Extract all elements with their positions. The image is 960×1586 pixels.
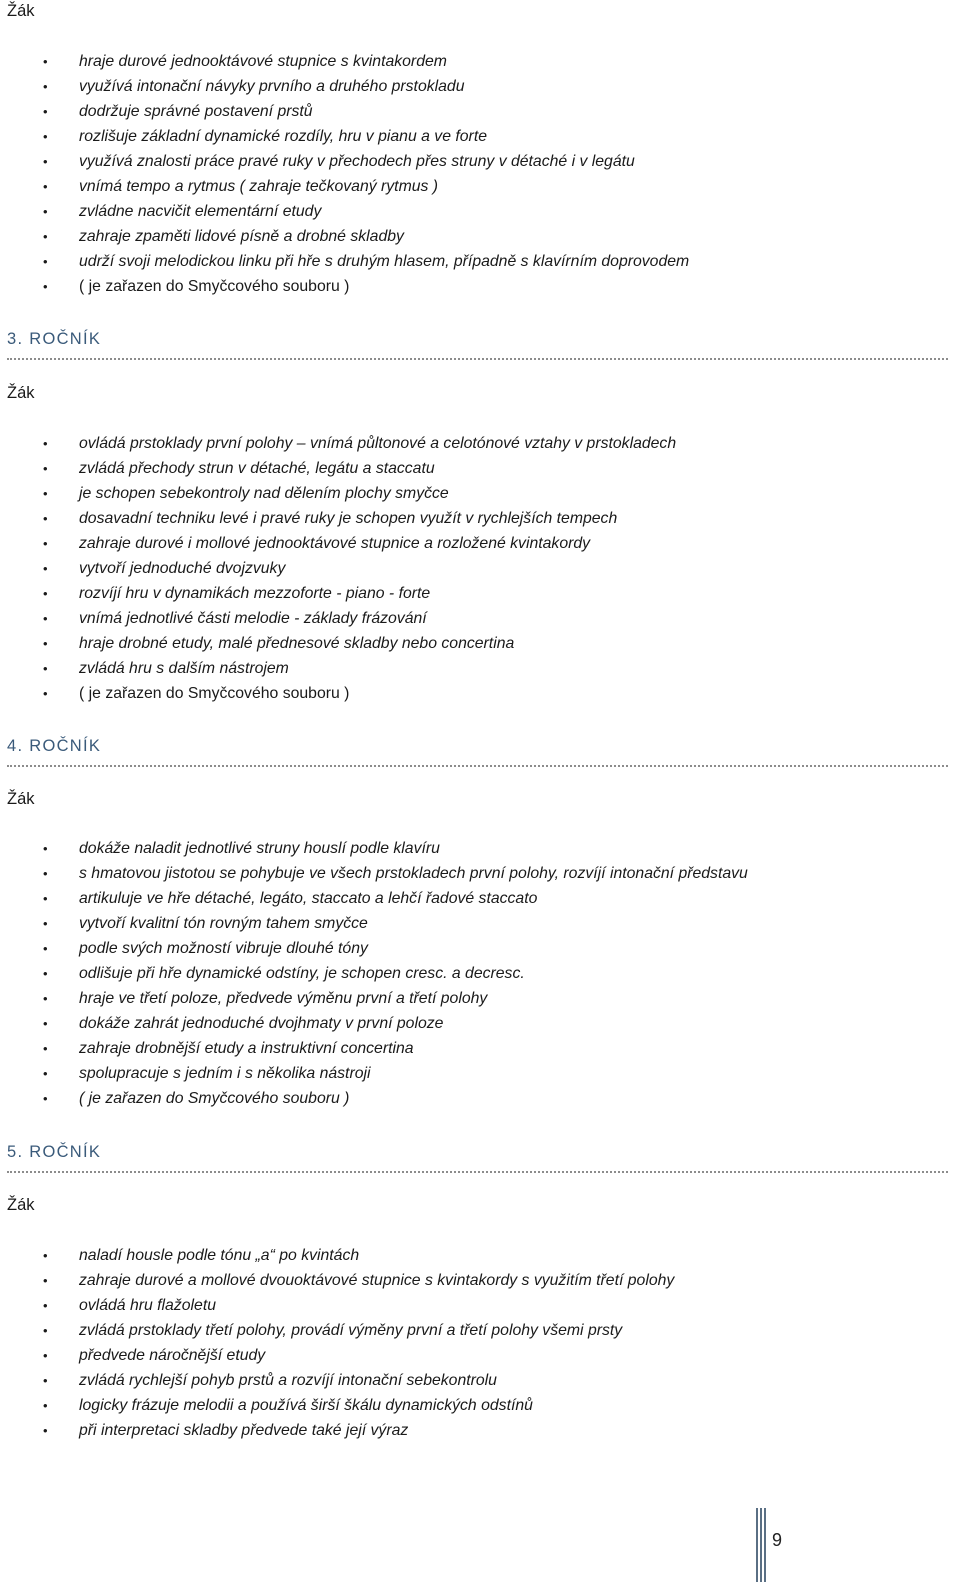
bullet-icon: •: [43, 916, 48, 931]
zak-label: Žák: [7, 384, 35, 402]
page-number: 9: [772, 1530, 783, 1550]
list-item-text: vnímá tempo a rytmus ( zahraje tečkovaný rytmus ): [79, 178, 439, 195]
bullet-icon: •: [43, 636, 48, 651]
list-item: [43, 1293, 674, 1318]
list-item: [43, 1243, 674, 1268]
list-item-text: zahraje durové i mollové jednooktávové stupnice a rozložené kvintakordy: [79, 535, 591, 552]
list-item-text: rozvíjí hru v dynamikách mezzoforte - piano - forte: [79, 585, 431, 602]
list-item: [43, 1036, 748, 1061]
list-item: [43, 1061, 748, 1086]
bullet-icon: •: [43, 1248, 48, 1263]
bullet-icon: •: [43, 1066, 48, 1081]
list-item-text: vnímá jednotlivé části melodie - základy frázování: [79, 610, 427, 627]
list-item: [43, 99, 689, 124]
bullet-icon: •: [43, 1041, 48, 1056]
bullet-icon: •: [43, 229, 48, 244]
bullet-icon: •: [43, 129, 48, 144]
outcome-list: [43, 836, 748, 1111]
list-item: [43, 1011, 748, 1036]
bullet-icon: •: [43, 79, 48, 94]
list-item: [43, 556, 676, 581]
bullet-icon: •: [43, 686, 48, 701]
bullet-icon: •: [43, 866, 48, 881]
bullet-icon: •: [43, 154, 48, 169]
bullet-icon: •: [43, 1373, 48, 1388]
list-item-text: hraje durové jednooktávové stupnice s kvintakordem: [79, 53, 447, 70]
bullet-icon: •: [43, 254, 48, 269]
list-item-text: s hmatovou jistotou se pohybuje ve všech prstokladech první polohy, rozvíjí intonační představu: [79, 865, 748, 882]
bullet-icon: •: [43, 536, 48, 551]
list-item-text: artikuluje ve hře détaché, legáto, staccato a lehčí řadové staccato: [79, 890, 538, 907]
bullet-icon: •: [43, 461, 48, 476]
bullet-icon: •: [43, 841, 48, 856]
bullet-icon: •: [43, 941, 48, 956]
list-item-text: dosavadní techniku levé i pravé ruky je schopen využít v rychlejších tempech: [79, 510, 618, 527]
list-item-text: ( je zařazen do Smyčcového souboru ): [79, 1090, 350, 1107]
list-item-text: předvede náročnější etudy: [79, 1347, 266, 1364]
bullet-icon: •: [43, 1091, 48, 1106]
zak-label: Žák: [7, 1196, 35, 1214]
section-divider: [7, 765, 948, 767]
bullet-icon: •: [43, 661, 48, 676]
section-divider: [7, 1171, 948, 1173]
list-item: [43, 431, 677, 456]
list-item: [43, 249, 690, 274]
list-item-text: ( je zařazen do Smyčcového souboru ): [79, 278, 350, 295]
bullet-icon: •: [43, 204, 48, 219]
list-item-text: zahraje zpaměti lidové písně a drobné skladby: [79, 228, 404, 245]
list-item-text: vytvoří kvalitní tón rovným tahem smyčce: [79, 915, 368, 932]
bullet-icon: •: [43, 486, 48, 501]
list-item-text: je schopen sebekontroly nad dělením plochy smyčce: [79, 485, 449, 502]
list-item-text: logicky frázuje melodii a používá širší škálu dynamických odstínů: [79, 1397, 533, 1414]
list-item-text: hraje drobné etudy, malé přednesové skladby nebo concertina: [79, 635, 515, 652]
list-item: [43, 506, 676, 531]
list-item: [43, 274, 689, 299]
bullet-icon: •: [43, 1323, 48, 1338]
outcome-list: [43, 49, 690, 299]
list-item: [43, 606, 676, 631]
list-item: [43, 481, 676, 506]
list-item: [43, 199, 689, 224]
list-item: [43, 1268, 675, 1293]
list-item: [43, 631, 676, 656]
list-item: [43, 861, 748, 886]
list-item-text: při interpretaci skladby předvede také její výraz: [79, 1422, 409, 1439]
list-item: [43, 961, 748, 986]
section-heading: 3. ROČNÍK: [7, 330, 102, 348]
list-item-text: ovládá hru flažoletu: [79, 1297, 216, 1314]
list-item: [43, 531, 676, 556]
bullet-icon: •: [43, 586, 48, 601]
section-heading: 5. ROČNÍK: [7, 1143, 102, 1161]
bullet-icon: •: [43, 611, 48, 626]
bullet-icon: •: [43, 1398, 48, 1413]
list-item-text: využívá znalosti práce pravé ruky v přechodech přes struny v détaché i v legátu: [79, 153, 635, 170]
list-item: [43, 149, 689, 174]
list-item: [43, 1368, 674, 1393]
list-item-text: využívá intonační návyky prvního a druhého prstokladu: [79, 78, 465, 95]
bullet-icon: •: [43, 1348, 48, 1363]
list-item-text: hraje ve třetí poloze, předvede výměnu první a třetí polohy: [79, 990, 488, 1007]
list-item: [43, 1086, 748, 1111]
section-heading: 4. ROČNÍK: [7, 737, 102, 755]
list-item: [43, 581, 676, 606]
list-item-text: zvládá hru s dalším nástrojem: [79, 660, 289, 677]
list-item-text: zvládá rychlejší pohyb prstů a rozvíjí intonační sebekontrolu: [79, 1372, 497, 1389]
bullet-icon: •: [43, 279, 48, 294]
list-item: [43, 1418, 674, 1443]
bullet-icon: •: [43, 991, 48, 1006]
outcome-list: [43, 1243, 675, 1443]
list-item-text: ovládá prstoklady první polohy – vnímá půltonové a celotónové vztahy v prstokladech: [79, 435, 677, 452]
list-item: [43, 1318, 674, 1343]
list-item: [43, 681, 676, 706]
bullet-icon: •: [43, 511, 48, 526]
page-number-ornament: [756, 1508, 768, 1582]
list-item: [43, 1393, 674, 1418]
bullet-icon: •: [43, 1298, 48, 1313]
list-item: [43, 656, 676, 681]
list-item-text: podle svých možností vibruje dlouhé tóny: [79, 940, 368, 957]
zak-label: Žák: [7, 790, 35, 808]
list-item: [43, 886, 748, 911]
bullet-icon: •: [43, 1016, 48, 1031]
list-item-text: odlišuje při hře dynamické odstíny, je schopen cresc. a decresc.: [79, 965, 525, 982]
section-divider: [7, 358, 948, 360]
bullet-icon: •: [43, 1273, 48, 1288]
list-item: [43, 224, 689, 249]
list-item: [43, 49, 689, 74]
outcome-list: [43, 431, 677, 706]
list-item-text: udrží svoji melodickou linku při hře s druhým hlasem, případně s klavírním doprovodem: [79, 253, 690, 270]
bullet-icon: •: [43, 104, 48, 119]
list-item: [43, 1343, 674, 1368]
list-item: [43, 836, 748, 861]
list-item: [43, 936, 748, 961]
list-item-text: zahraje drobnější etudy a instruktivní concertina: [79, 1040, 414, 1057]
list-item-text: naladí housle podle tónu „a“ po kvintách: [79, 1247, 360, 1264]
bullet-icon: •: [43, 891, 48, 906]
bullet-icon: •: [43, 1423, 48, 1438]
list-item-text: spolupracuje s jedním i s několika nástroji: [79, 1065, 371, 1082]
list-item-text: rozlišuje základní dynamické rozdíly, hru v pianu a ve forte: [79, 128, 487, 145]
list-item-text: zvládá přechody strun v détaché, legátu a staccatu: [79, 460, 435, 477]
zak-label: Žák: [7, 2, 35, 20]
list-item-text: dokáže zahrát jednoduché dvojhmaty v první poloze: [79, 1015, 444, 1032]
list-item: [43, 174, 689, 199]
list-item-text: ( je zařazen do Smyčcového souboru ): [79, 685, 350, 702]
list-item: [43, 456, 676, 481]
list-item: [43, 74, 689, 99]
list-item-text: dokáže naladit jednotlivé struny houslí podle klavíru: [79, 840, 440, 857]
list-item-text: vytvoří jednoduché dvojzvuky: [79, 560, 286, 577]
list-item-text: zvládne nacvičit elementární etudy: [79, 203, 322, 220]
bullet-icon: •: [43, 54, 48, 69]
list-item-text: zvládá prstoklady třetí polohy, provádí výměny první a třetí polohy všemi prsty: [79, 1322, 623, 1339]
bullet-icon: •: [43, 179, 48, 194]
list-item: [43, 124, 689, 149]
list-item-text: dodržuje správné postavení prstů: [79, 103, 313, 120]
list-item: [43, 911, 748, 936]
bullet-icon: •: [43, 561, 48, 576]
bullet-icon: •: [43, 436, 48, 451]
list-item: [43, 986, 748, 1011]
list-item-text: zahraje durové a mollové dvouoktávové stupnice s kvintakordy s využitím třetí polohy: [79, 1272, 675, 1289]
bullet-icon: •: [43, 966, 48, 981]
